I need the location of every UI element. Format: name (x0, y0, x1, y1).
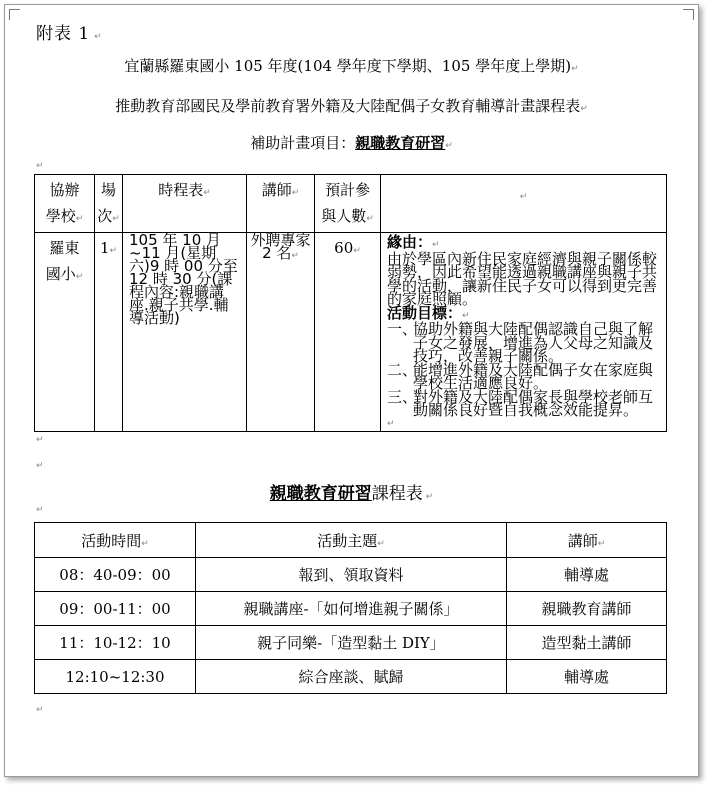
paragraph-mark: ↵ (36, 161, 44, 171)
crop-mark (9, 9, 20, 20)
topic-cell: 綜合座談、賦歸 (196, 660, 507, 694)
header-topic: 活動主題↵ (196, 523, 507, 558)
header-count: 場 次↵ (95, 175, 123, 233)
time-cell: 08：40-09：00 (35, 558, 196, 592)
goal-item: 一、 協助外籍與大陸配偶認識自己與了解子女之發展，增進為人父母之知識及技巧，改善親子關係。 (387, 320, 654, 365)
header-time: 活動時間↵ (35, 523, 196, 558)
plan-table (34, 174, 667, 432)
paragraph-mark: ↵ (36, 435, 44, 445)
teacher-cell: 親職教育講師 (507, 592, 667, 626)
header-participants: 預計參 與人數↵ (315, 175, 381, 233)
header-teacher: 講師↵ (247, 175, 315, 233)
reason-title: 緣由： (387, 233, 433, 251)
topic-cell: 報到、領取資料 (196, 558, 507, 592)
project-name: 親職教育研習 (355, 134, 446, 152)
cell-school: 羅東 國小↵ (35, 233, 95, 432)
cell-participants: 60↵ (315, 233, 381, 432)
teacher-cell: 輔導處 (507, 558, 667, 592)
goal-item: 三、 對外籍及大陸配偶家長與學校老師互動關係良好暨自我概念效能提昇。 (387, 387, 654, 419)
heading-line-1: 宜蘭縣羅東國小 105 年度(104 學年度下學期、105 學年度上學期)↵ (124, 57, 579, 75)
time-cell: 12:10~12:30 (35, 660, 196, 694)
goals-title: 活動目標： (387, 303, 463, 322)
cell-count: 1↵ (95, 233, 123, 432)
paragraph-mark: ↵ (36, 705, 44, 715)
time-cell: 11：10-12：10 (35, 626, 196, 660)
header-description: ↵ (381, 175, 667, 233)
table-row (35, 558, 667, 592)
topic-cell: 親子同樂-「造型黏土 DIY」 (196, 626, 507, 660)
reason-text: 由於學區內新住民家庭經濟與親子關係較弱勢，因此希望能透過親職講座與親子共學的活動，讓新住民子女可以得到更完善的家庭照顧。 (387, 249, 658, 308)
goal-item: 二、 能增進外籍及大陸配偶子女在家庭與學校生活適應良好。 (387, 360, 654, 392)
document-page (4, 4, 699, 777)
heading-line-2: 推動教育部國民及學前教育署外籍及大陸配偶子女教育輔導計畫課程表↵ (115, 97, 588, 115)
topic-cell: 親職講座-「如何增進親子關係」 (196, 592, 507, 626)
time-cell: 09：00-11：00 (35, 592, 196, 626)
table-row (35, 660, 667, 694)
plan-table-header (35, 175, 667, 233)
course-table-header (35, 523, 667, 558)
header-schedule: 時程表↵ (123, 175, 247, 233)
heading-line-3: 補助計畫項目：親職教育研習↵ (250, 134, 453, 152)
header-teacher: 講師↵ (507, 523, 667, 558)
cell-schedule: 105 年 10 月~11 月(星期六)9 時 00 分至 12 時 30 分(課程內容:親職講座.親子共學.輔導活動) (123, 233, 247, 432)
plan-table-row (35, 233, 667, 432)
cell-description: 緣由：↵ 由於學區內新住民家庭經濟與親子關係較弱勢，因此希望能透過親職講座與親子共學的活動，讓新住民子女可以得到更完善的家庭照顧。 活動目標：↵ 一、 協助外籍與大陸配偶認識自己與了解子女之發展，增進為人父母之知識及技巧，改善親子關係。 二、 能增進外籍及大陸配偶子女在家庭與學校生活適應良好。 三、 對外籍及大陸配偶家長與學校老師互動關係良好暨自我概念效能提昇。 ↵ (381, 233, 667, 432)
cell-teacher: 外聘專家 2 名↵ (247, 233, 315, 432)
crop-mark (683, 9, 694, 20)
table-row (35, 592, 667, 626)
header-school: 協辦 學校↵ (35, 175, 95, 233)
paragraph-mark: ↵ (36, 461, 44, 471)
paragraph-mark: ↵ (36, 505, 44, 515)
course-table (34, 522, 667, 694)
appendix-label: 附表 1 ↵ (36, 24, 103, 44)
course-title: 親職教育研習課程表 ↵ (269, 484, 434, 504)
table-row (35, 626, 667, 660)
teacher-cell: 造型黏土講師 (507, 626, 667, 660)
teacher-cell: 輔導處 (507, 660, 667, 694)
